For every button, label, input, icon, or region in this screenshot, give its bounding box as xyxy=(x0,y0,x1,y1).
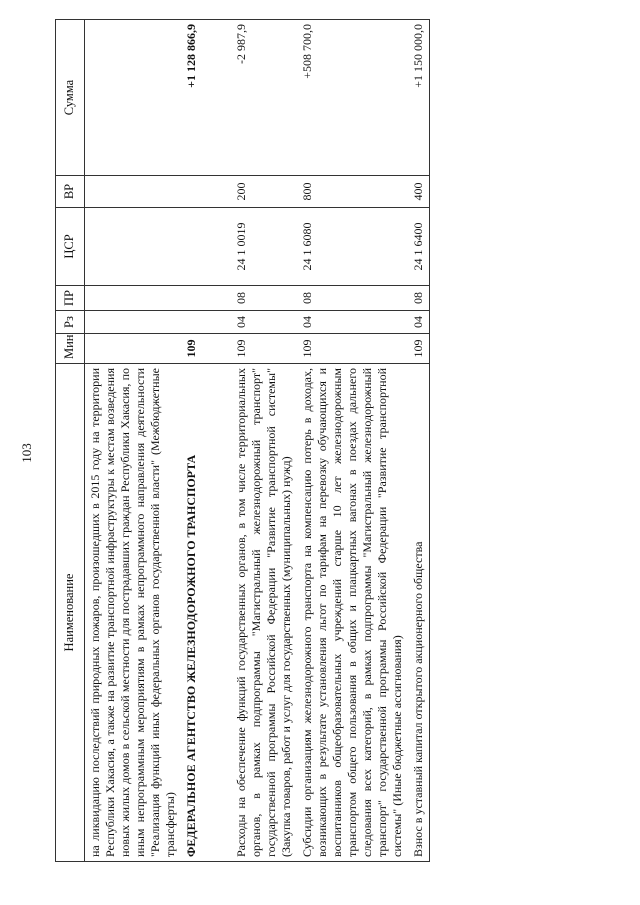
rotated-table-container xyxy=(55,20,630,862)
row-vr: 200 xyxy=(231,176,297,208)
row-sum: +1 150 000,0 xyxy=(408,20,430,176)
row-vr xyxy=(85,176,182,208)
row-csr: 24 1 0019 xyxy=(231,208,297,286)
header-csr: ЦСР xyxy=(56,208,85,286)
table-row xyxy=(181,20,231,862)
row-pr: 08 xyxy=(297,286,408,311)
row-min: 109 xyxy=(408,334,430,364)
table-row xyxy=(85,20,182,862)
row-min: 109 xyxy=(297,334,408,364)
header-min: Мин xyxy=(56,334,85,364)
row-rz: 04 xyxy=(231,311,297,334)
row-sum: +508 700,0 xyxy=(297,20,408,176)
header-rz: Рз xyxy=(56,311,85,334)
row-rz: 04 xyxy=(408,311,430,334)
row-sum xyxy=(85,20,182,176)
header-sum: Сумма xyxy=(56,20,85,176)
row-pr: 08 xyxy=(231,286,297,311)
page-number: 103 xyxy=(19,443,34,463)
budget-table xyxy=(55,19,430,862)
row-rz xyxy=(85,311,182,334)
table-row xyxy=(408,20,430,862)
row-csr xyxy=(85,208,182,286)
row-csr xyxy=(181,208,231,286)
row-vr: 800 xyxy=(297,176,408,208)
row-rz: 04 xyxy=(297,311,408,334)
row-pr xyxy=(85,286,182,311)
row-vr: 400 xyxy=(408,176,430,208)
row-sum: +1 128 866,9 xyxy=(181,20,231,176)
header-row xyxy=(56,20,85,862)
row-min: 109 xyxy=(181,334,231,364)
table-row xyxy=(231,20,297,862)
header-pr: ПР xyxy=(56,286,85,311)
row-csr: 24 1 6400 xyxy=(408,208,430,286)
row-min: 109 xyxy=(231,334,297,364)
row-pr: 08 xyxy=(408,286,430,311)
row-sum: -2 987,9 xyxy=(231,20,297,176)
table-row xyxy=(297,20,408,862)
row-name: ФЕДЕРАЛЬНОЕ АГЕНТСТВО ЖЕЛЕЗНОДОРОЖНОГО ТРАНСПОРТА xyxy=(181,364,231,862)
row-pr xyxy=(181,286,231,311)
row-min xyxy=(85,334,182,364)
row-name: Расходы на обеспечение функций государственных органов, в том числе территориальных органов, в рамках подпрограммы "Магистральный железнодорожный транспорт" государственной программы Российской Федерации "Развитие транспортной системы" (Закупка товаров, работ и услуг для государственных (муниципальных) нужд) xyxy=(231,364,297,862)
row-rz xyxy=(181,311,231,334)
header-name: Наименование xyxy=(56,364,85,862)
row-csr: 24 1 6080 xyxy=(297,208,408,286)
row-name: Взнос в уставный капитал открытого акционерного общества xyxy=(408,364,430,862)
row-vr xyxy=(181,176,231,208)
row-name: Субсидии организациям железнодорожного транспорта на компенсацию потерь в доходах, возникающих в результате установления льгот по тарифам на перевозку обучающихся и воспитанников общеобразовательных учреждений старше 10 лет железнодорожным транспортом общего пользования в общих и плацкартных вагонах в поездах дальнего следования всех категорий, в рамках подпрограммы "Магистральный железнодорожный транспорт" государственной программы Российской Федерации "Развитие транспортной системы" (Иные бюджетные ассигнования) xyxy=(297,364,408,862)
row-name: на ликвидацию последствий природных пожаров, произошедших в 2015 году на территории Республики Хакасия, а также на развитие транспортной инфраструктуры к местам возведения новых жилых домов в сельской местности для пострадавших граждан Республики Хакасия, по иным непрограммным мероприятиям в рамках непрограммного направления деятельности "Реализация функций иных федеральных органов государственной власти" (Межбюджетные трансферты) xyxy=(85,364,182,862)
header-vr: ВР xyxy=(56,176,85,208)
